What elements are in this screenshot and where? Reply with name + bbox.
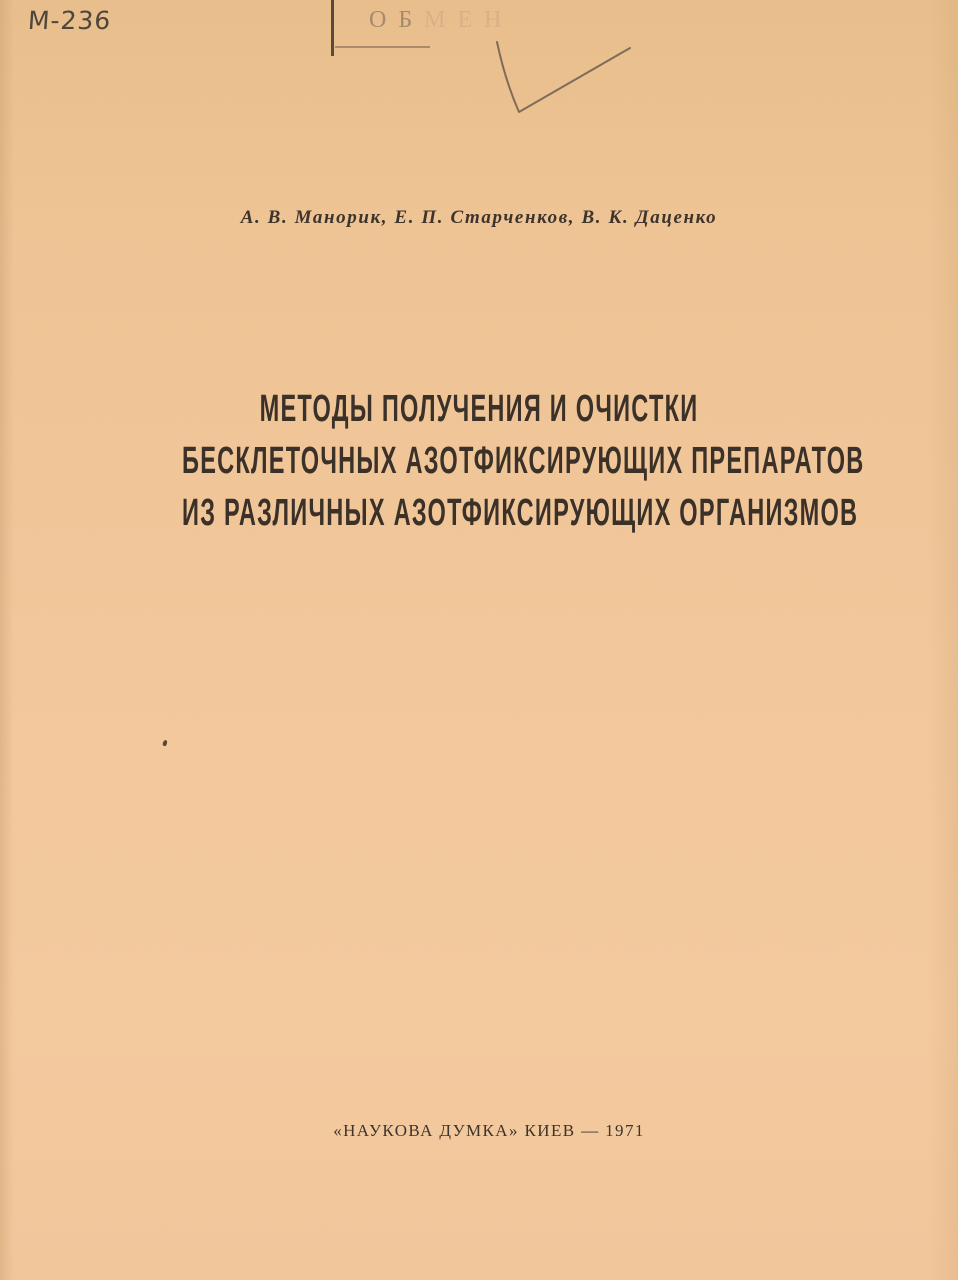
page-edge-shadow-left [0, 0, 14, 1280]
stamp-text-faded: МЕН [424, 7, 514, 33]
paper-speck [162, 739, 168, 746]
authors-line: А. В. Манорик, Е. П. Старченков, В. К. Даценко [240, 207, 718, 228]
title-line-1: МЕТОДЫ ПОЛУЧЕНИЯ И ОЧИСТКИ [259, 388, 699, 430]
publisher-line: «НАУКОВА ДУМКА» КИЕВ — 1971 [333, 1121, 645, 1140]
pencil-checkmark-icon [0, 0, 958, 140]
page-edge-shadow-right [928, 0, 958, 1280]
stamp-text-visible: ОБ [369, 7, 425, 33]
title-line-3: ИЗ РАЗЛИЧНЫХ АЗОТФИКСИРУЮЩИХ ОРГАНИЗМОВ [182, 492, 859, 534]
book-title [0, 383, 958, 539]
title-line-2: БЕСКЛЕТОЧНЫХ АЗОТФИКСИРУЮЩИХ ПРЕПАРАТОВ [182, 440, 865, 482]
handwritten-shelf-code: M-236 [26, 6, 113, 35]
